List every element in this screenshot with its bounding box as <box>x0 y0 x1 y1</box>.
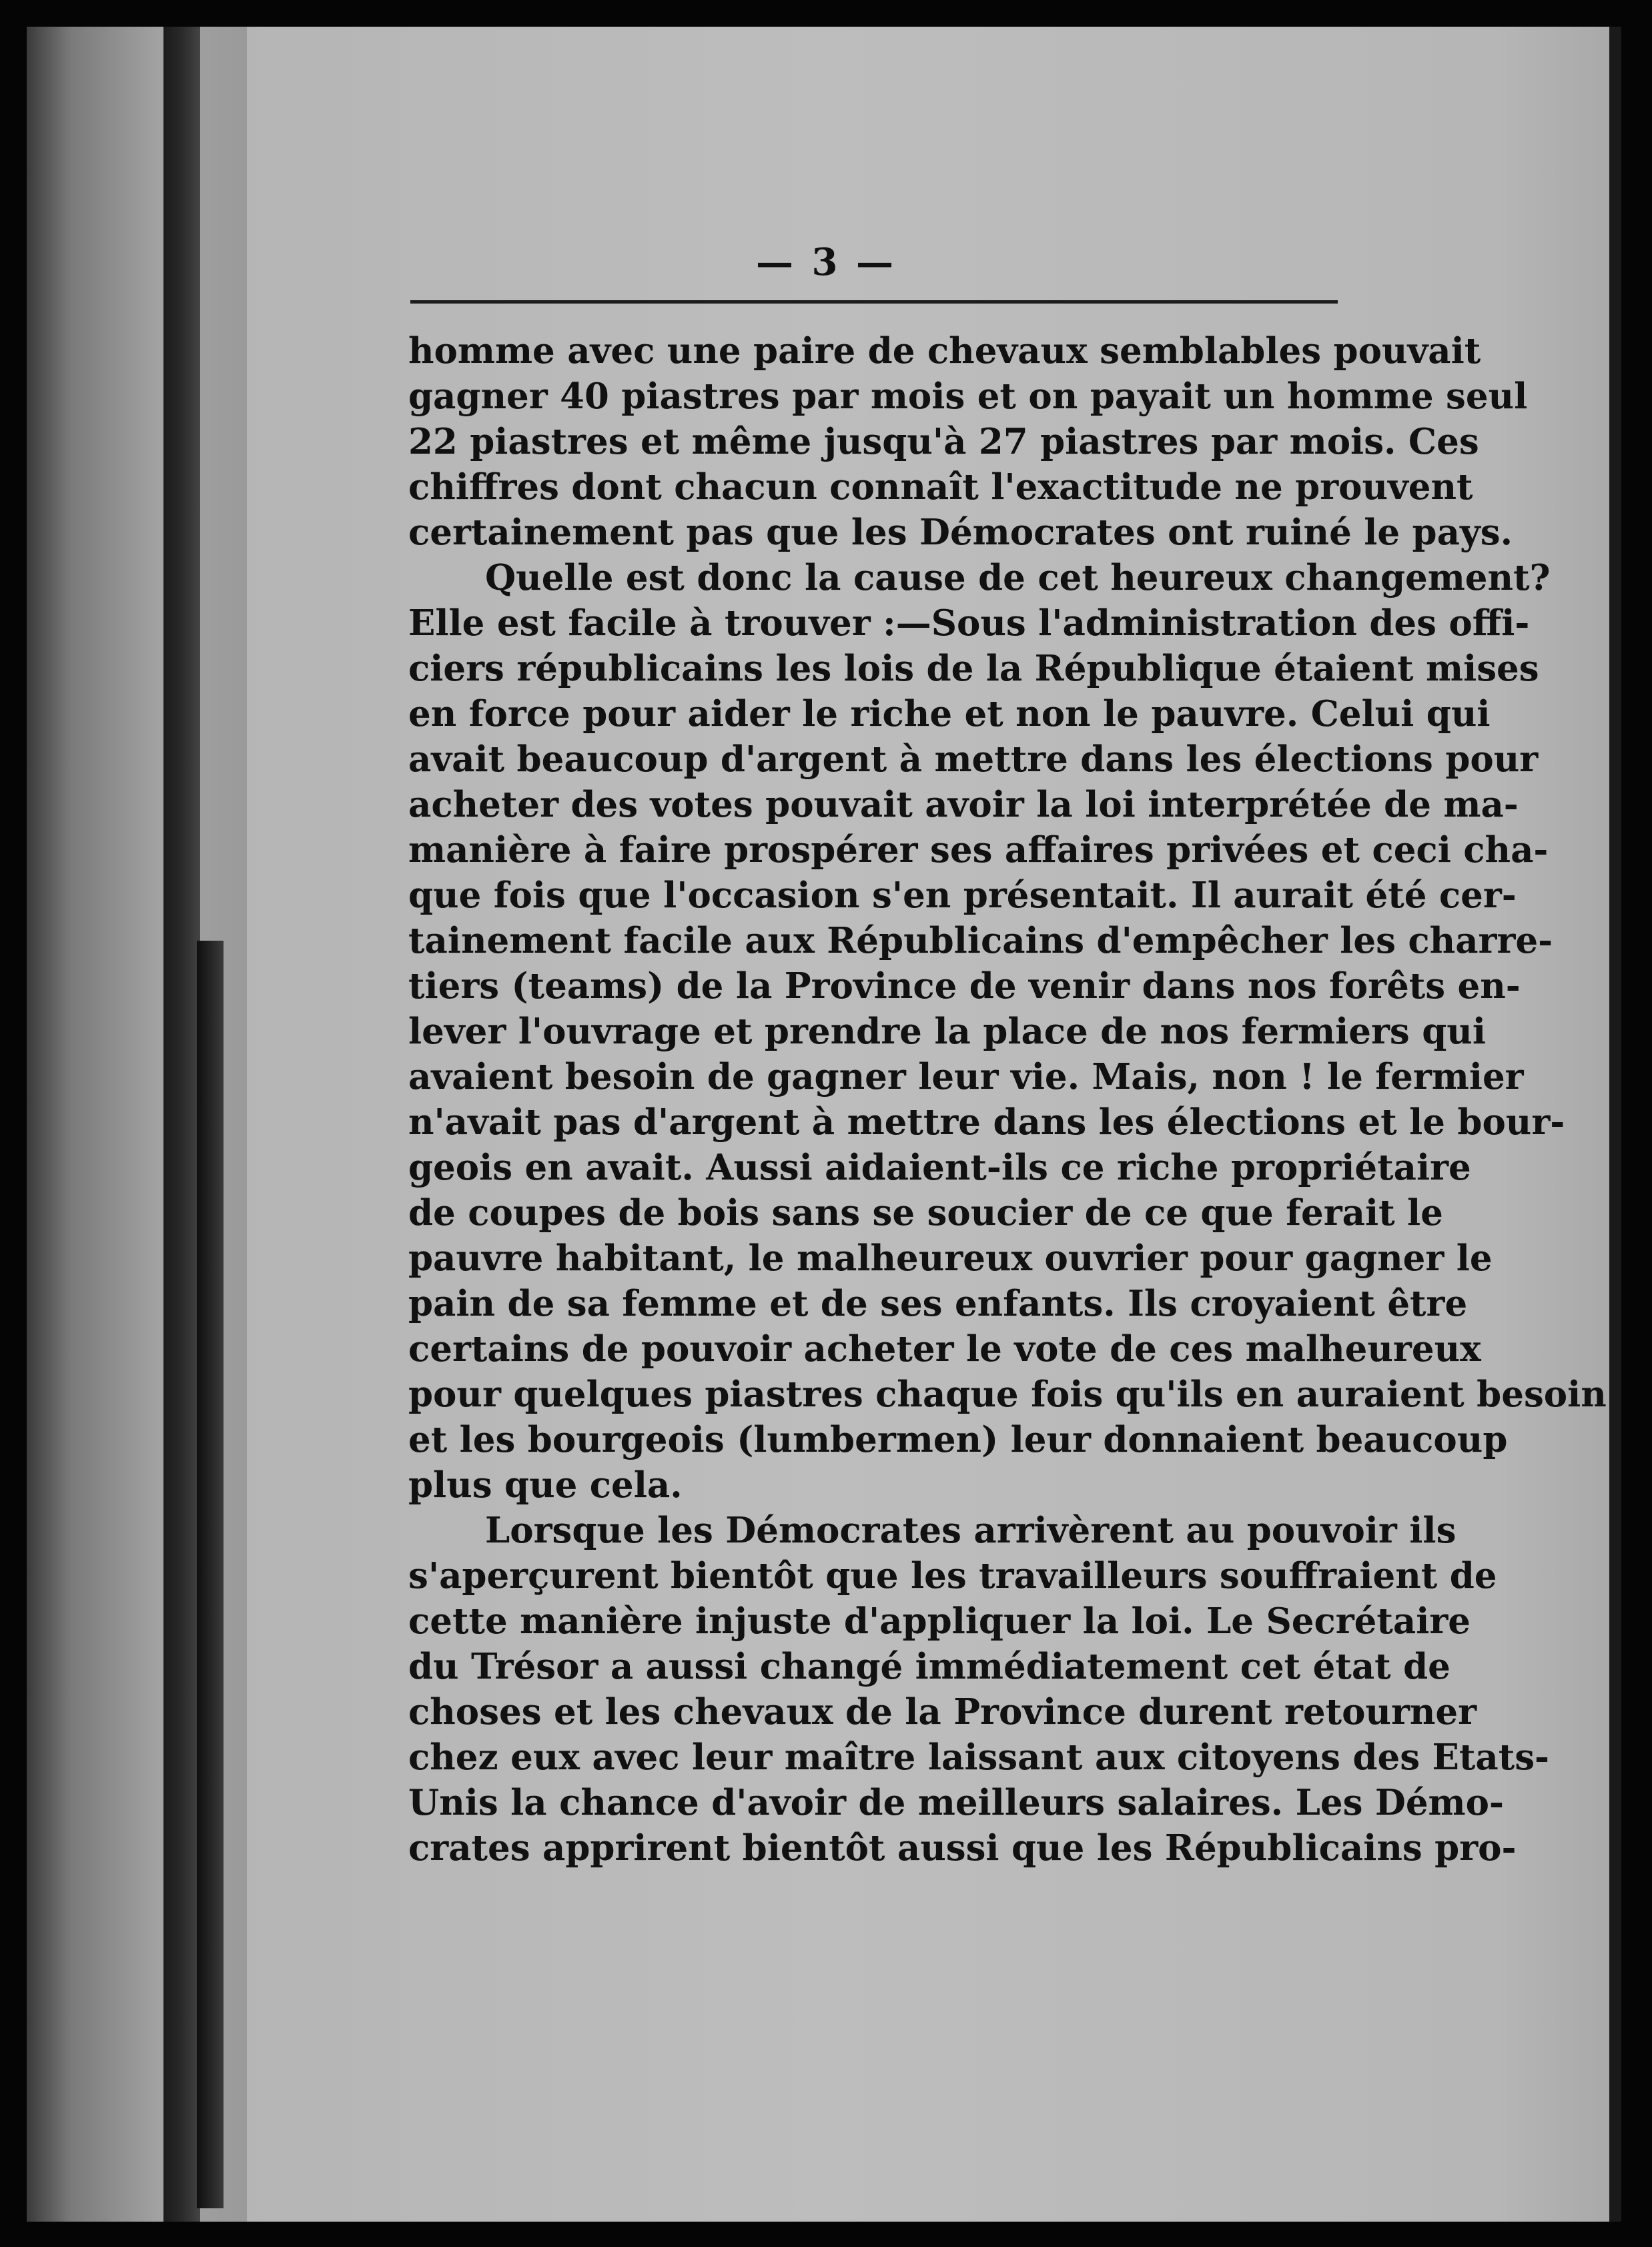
text-line: n'avait pas d'argent à mettre dans les élections et le bour- <box>408 1101 1565 1143</box>
text-line: en force pour aider le riche et non le pauvre. Celui qui <box>408 693 1491 735</box>
text-line: chiffres dont chacun connaît l'exactitude ne prouvent <box>408 466 1473 508</box>
text-line: 22 piastres et même jusqu'à 27 piastres par mois. Ces <box>408 421 1479 462</box>
text-line: acheter des votes pouvait avoir la loi interprétée de ma- <box>408 784 1519 825</box>
text-line: ciers républicains les lois de la République étaient mises <box>408 648 1539 689</box>
right-page-edge <box>1609 27 1621 2222</box>
text-line: avait beaucoup d'argent à mettre dans les élections pour <box>408 739 1539 780</box>
text-line: lever l'ouvrage et prendre la place de nos fermiers qui <box>408 1011 1486 1052</box>
text-line: tainement facile aux Républicains d'empêcher les charre- <box>408 920 1553 961</box>
text-line: certains de pouvoir acheter le vote de ces malheureux <box>408 1328 1481 1370</box>
text-line: crates apprirent bientôt aussi que les Républicains pro- <box>408 1827 1517 1869</box>
text-line: chez eux avec leur maître laissant aux citoyens des Etats- <box>408 1737 1550 1778</box>
text-line: cette manière injuste d'appliquer la loi. Le Secrétaire <box>408 1601 1471 1642</box>
text-line: choses et les chevaux de la Province durent retourner <box>408 1691 1477 1733</box>
header-rule <box>410 300 1338 304</box>
text-line: Unis la chance d'avoir de meilleurs salaires. Les Démo- <box>408 1782 1504 1823</box>
text-line: Quelle est donc la cause de cet heureux changement? <box>485 557 1551 598</box>
text-line: et les bourgeois (lumbermen) leur donnaient beaucoup <box>408 1419 1508 1460</box>
text-line: que fois que l'occasion s'en présentait. Il aurait été cer- <box>408 875 1517 916</box>
text-line: avaient besoin de gagner leur vie. Mais, non ! le fermier <box>408 1056 1524 1097</box>
binding-shadow <box>163 27 200 2222</box>
text-line: certainement pas que les Démocrates ont ruiné le pays. <box>408 512 1513 553</box>
text-line: Elle est facile à trouver :—Sous l'administration des offi- <box>408 602 1530 644</box>
page-number: — 3 — <box>756 240 896 284</box>
text-line: pain de sa femme et de ses enfants. Ils croyaient être <box>408 1283 1468 1324</box>
text-line: de coupes de bois sans se soucier de ce que ferait le <box>408 1192 1443 1234</box>
text-line: homme avec une paire de chevaux semblables pouvait <box>408 330 1481 372</box>
text-line: plus que cela. <box>408 1464 683 1506</box>
text-line: du Trésor a aussi changé immédiatement cet état de <box>408 1646 1451 1687</box>
text-line: manière à faire prospérer ses affaires privées et ceci cha- <box>408 829 1549 871</box>
text-line: geois en avait. Aussi aidaient-ils ce riche propriétaire <box>408 1147 1471 1188</box>
text-line: s'aperçurent bientôt que les travailleurs souffraient de <box>408 1555 1497 1597</box>
text-line: gagner 40 piastres par mois et on payait un homme seul <box>408 376 1528 417</box>
text-line: pour quelques piastres chaque fois qu'ils en auraient besoin <box>408 1374 1607 1415</box>
binding-clip <box>197 941 224 2208</box>
body-text <box>408 328 1607 1871</box>
text-line: pauvre habitant, le malheureux ouvrier pour gagner le <box>408 1238 1493 1279</box>
text-line: tiers (teams) de la Province de venir dans nos forêts en- <box>408 965 1521 1007</box>
text-line: Lorsque les Démocrates arrivèrent au pouvoir ils <box>485 1510 1457 1551</box>
